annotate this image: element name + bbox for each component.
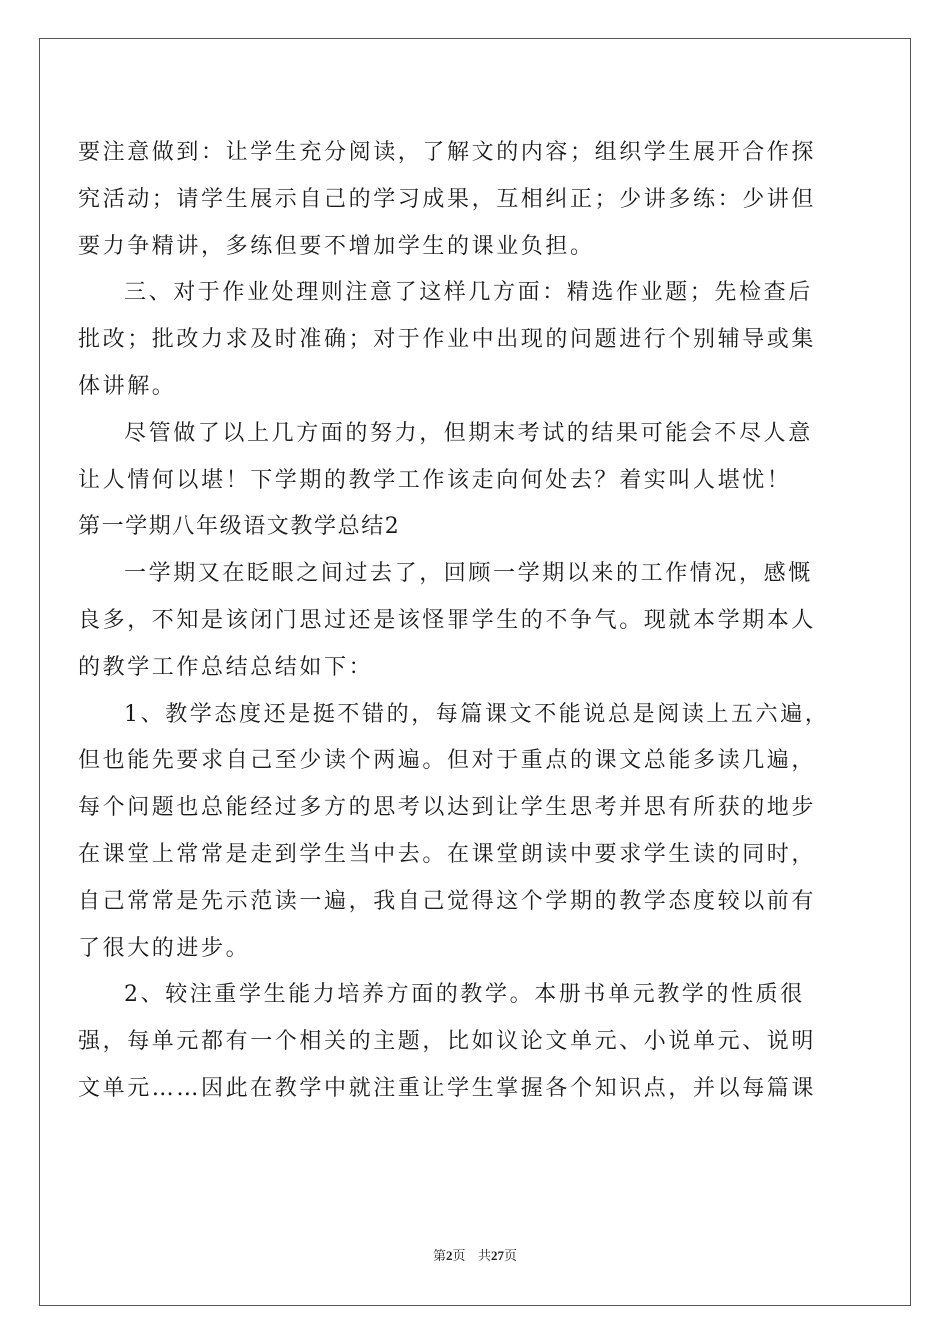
section-title: 第一学期八年级语文教学总结2 bbox=[78, 514, 401, 540]
text-line: 文单元……因此在教学中就注重让学生掌握各个知识点，并以每篇课 bbox=[78, 1075, 817, 1101]
text-line: 了很大的进步。 bbox=[78, 935, 251, 961]
page-number: 2 bbox=[446, 1248, 453, 1263]
text-line: 强，每单元都有一个相关的主题，比如议论文单元、小说单元、说明 bbox=[78, 1029, 817, 1055]
text-line: 自己常常是先示范读一遍，我自己觉得这个学期的教学态度较以前有 bbox=[78, 888, 817, 914]
total-prefix: 共 bbox=[477, 1249, 491, 1264]
total-pages: 27 bbox=[490, 1248, 504, 1263]
text-line: 的教学工作总结总结如下： bbox=[78, 654, 374, 680]
text-line: 要力争精讲，多练但要不增加学生的课业负担。 bbox=[78, 233, 595, 259]
text-line: 让人情何以堪！下学期的教学工作该走向何处去？着实叫人堪忧！ bbox=[78, 467, 792, 493]
text-line: 良多，不知是该闭门思过还是该怪罪学生的不争气。现就本学期本人 bbox=[78, 607, 817, 633]
paragraph-start-line: 2、较注重学生能力培养方面的教学。本册书单元教学的性质很 bbox=[124, 982, 805, 1008]
text-line: 每个问题也总能经过多方的思考以达到让学生思考并思有所获的地步 bbox=[78, 795, 817, 821]
document-body bbox=[78, 130, 838, 1113]
paragraph-start-line: 一学期又在眨眼之间过去了，回顾一学期以来的工作情况，感慨 bbox=[124, 561, 813, 587]
text-line: 但也能先要求自己至少读个两遍。但对于重点的课文总能多读几遍， bbox=[78, 748, 817, 774]
text-line: 体讲解。 bbox=[78, 373, 177, 399]
paragraph-start-line: 三、对于作业处理则注意了这样几方面：精选作业题；先检查后 bbox=[124, 280, 813, 306]
total-suffix: 页 bbox=[503, 1249, 517, 1264]
page-footer bbox=[0, 1247, 950, 1266]
page-prefix: 第 bbox=[433, 1249, 447, 1264]
text-line: 批改；批改力求及时准确；对于作业中出现的问题进行个别辅导或集 bbox=[78, 327, 817, 353]
text-line: 究活动；请学生展示自己的学习成果，互相纠正；少讲多练：少讲但 bbox=[78, 186, 817, 212]
paragraph-start-line: 1、教学态度还是挺不错的，每篇课文不能说总是阅读上五六遍， bbox=[124, 701, 830, 727]
text-line: 要注意做到：让学生充分阅读，了解文的内容；组织学生展开合作探 bbox=[78, 140, 817, 165]
paragraph-start-line: 尽管做了以上几方面的努力，但期末考试的结果可能会不尽人意 bbox=[124, 420, 813, 446]
page-suffix: 页 bbox=[452, 1249, 466, 1264]
text-line: 在课堂上常常是走到学生当中去。在课堂朗读中要求学生读的同时， bbox=[78, 841, 817, 867]
